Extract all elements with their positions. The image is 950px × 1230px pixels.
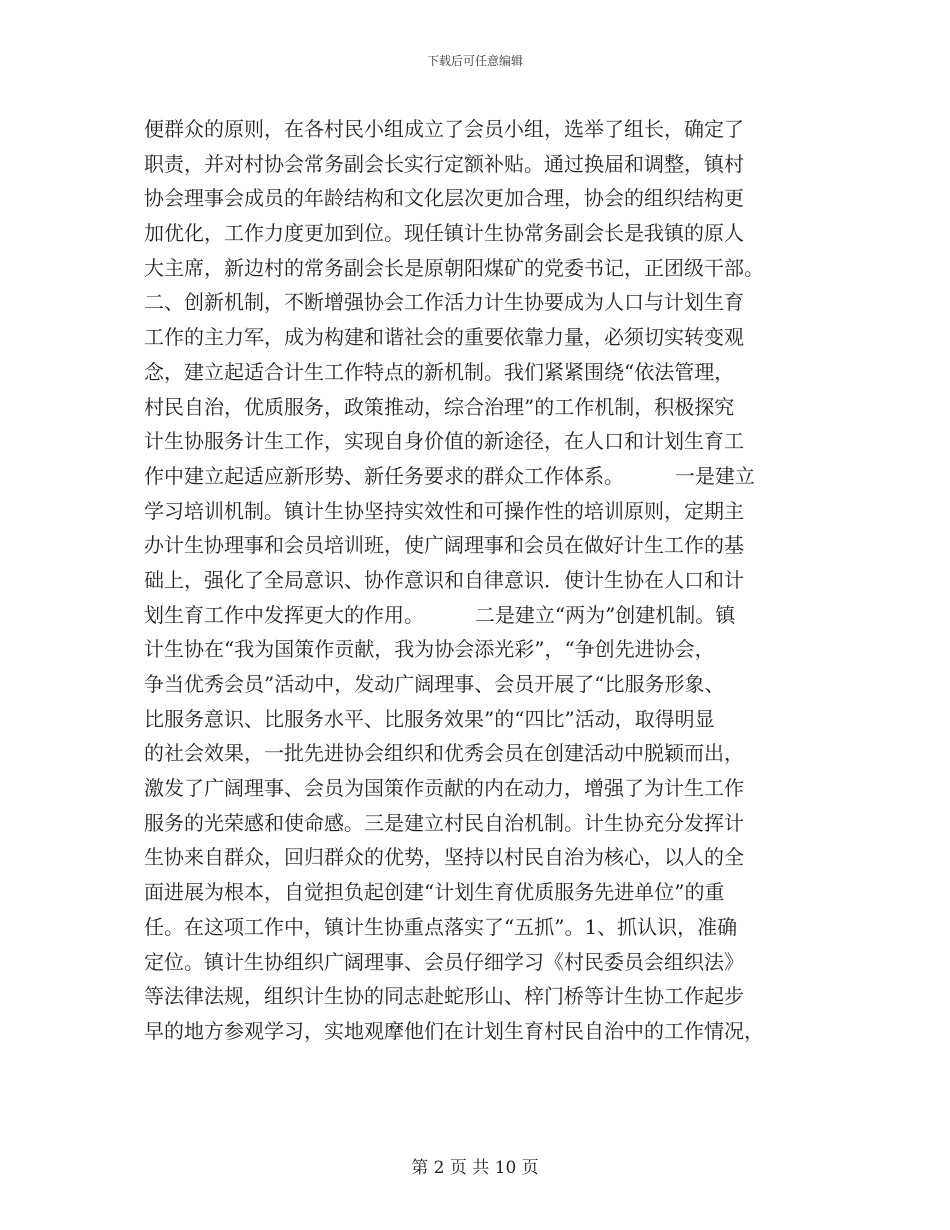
body-line: 的社会效果，一批先进协会组织和优秀会员在创建活动中脱颖而出， [144,741,744,766]
body-line: 职责，并对村协会常务副会长实行定额补贴。通过换届和调整，镇村 [144,151,744,176]
page-header-note: 下载后可任意编辑 [426,54,523,68]
body-line: 础上，强化了全局意识、协作意识和自律意识．使计生协在人口和计 [144,567,744,592]
body-line: 协会理事会成员的年龄结构和文化层次更加合理，协会的组织结构更 [144,186,744,211]
body-line: 任。在这项工作中，镇计生协重点落实了“五抓”。1、抓认识，准确 [144,914,738,939]
body-line: 念，建立起适合计生工作特点的新机制。我们紧紧围绕“依法管理， [144,359,735,384]
body-line: 学习培训机制。镇计生协坚持实效性和可操作性的培训原则，定期主 [144,498,744,523]
body-line: 计生协服务计生工作，实现自身价值的新途径，在人口和计划生育工 [144,429,744,454]
body-line: 生协来自群众，回归群众的优势，坚持以村民自治为核心，以人的全 [144,845,744,870]
page-number: 第 2 页 共 10 页 [411,1158,539,1178]
body-line: 加优化，工作力度更加到位。现任镇计生协常务副会长是我镇的原人 [144,221,744,246]
body-line: 早的地方参观学习，实地观摩他们在计划生育村民自治中的工作情况， [144,1018,764,1043]
body-line: 面进展为根本，自觉担负起创建“计划生育优质服务先进单位”的重 [144,880,725,905]
body-line: 办计生协理事和会员培训班，使广阔理事和会员在做好计生工作的基 [144,533,744,558]
body-line: 争当优秀会员”活动中，发动广阔理事、会员开展了“比服务形象、 [144,672,725,696]
document-body [144,112,804,1049]
body-line: 计生协在“我为国策作贡献，我为协会添光彩”，“争创先进协会， [144,637,715,662]
body-line: 大主席，新边村的常务副会长是原朝阳煤矿的党委书记，正团级干部。 [144,255,764,280]
body-line: 比服务意识、比服务水平、比服务效果”的“四比”活动，取得明显 [144,706,715,731]
body-line: 激发了广阔理事、会员为国策作贡献的内在动力，增强了为计生工作 [144,776,744,801]
body-line: 工作的主力军，成为构建和谐社会的重要依靠力量，必须切实转变观 [144,325,744,350]
body-line: 二、创新机制，不断增强协会工作活力计生协要成为人口与计划生育 [144,290,744,315]
body-line: 等法律法规，组织计生协的同志赴蛇形山、梓门桥等计生协工作起步 [144,984,744,1009]
body-line: 作中建立起适应新形势、新任务要求的群众工作体系。 一是建立 [144,463,755,488]
body-line: 村民自治，优质服务，政策推动，综合治理”的工作机制，积极探究 [144,394,735,419]
body-line: 划生育工作中发挥更大的作用。 二是建立“两为”创建机制。镇 [144,602,736,627]
body-line: 服务的光荣感和使命感。三是建立村民自治机制。计生协充分发挥计 [144,810,744,835]
body-line: 定位。镇计生协组织广阔理事、会员仔细学习《村民委员会组织法》 [144,949,744,974]
body-line: 便群众的原则，在各村民小组成立了会员小组，选举了组长，确定了 [144,117,744,141]
